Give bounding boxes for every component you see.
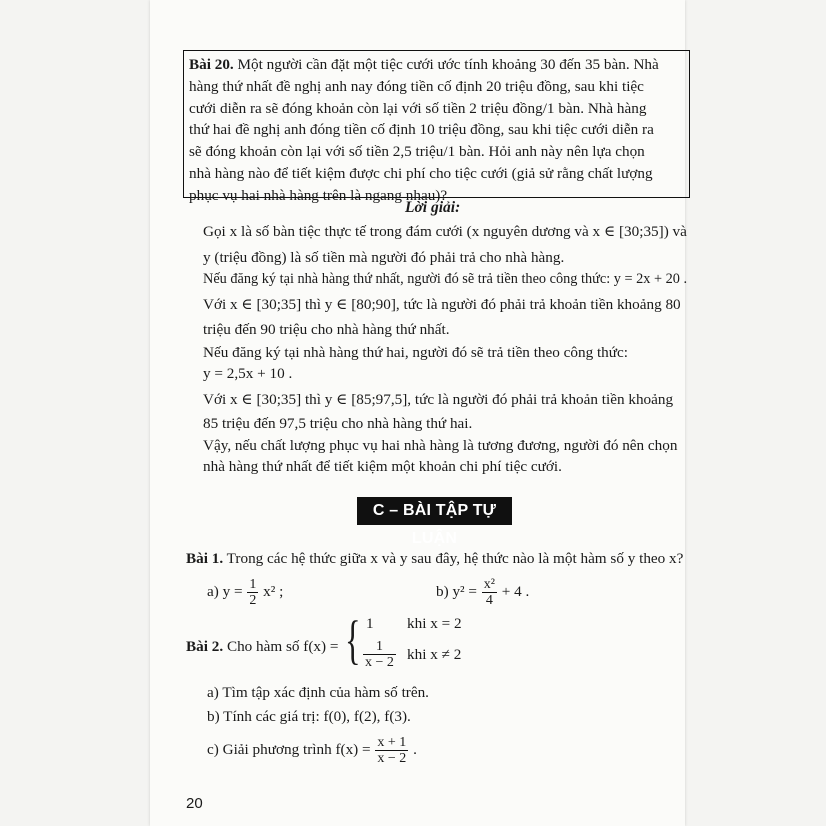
denominator: 2 xyxy=(249,593,257,609)
denominator: x − 2 xyxy=(377,751,407,767)
numerator: x² xyxy=(483,577,495,593)
exercise2-intro xyxy=(186,637,338,657)
solution-line: 85 triệu đến 97,5 triệu cho nhà hàng thứ hai. xyxy=(203,415,473,432)
solution-line: triệu đến 90 triệu cho nhà hàng thứ nhất. xyxy=(203,321,450,338)
option-b-prefix: b) y² = xyxy=(436,583,477,600)
problem-line: hàng thứ nhất đề nghị anh nay đóng tiền cố định 20 triệu đồng, sau khi tiệc xyxy=(189,77,644,95)
fraction xyxy=(482,577,497,608)
case1-value: 1 xyxy=(366,615,374,632)
fraction xyxy=(375,735,408,766)
exercise1-statement xyxy=(186,549,683,569)
exercise2-intro-text: Cho hàm số f(x) = xyxy=(226,638,339,655)
case2-condition: khi x ≠ 2 xyxy=(407,646,462,663)
numerator: x + 1 xyxy=(377,735,407,751)
problem-line: sẽ đóng khoản còn lại với số tiền 2,5 triệu/1 bàn. Hỏi anh này nên lựa chọn xyxy=(189,143,645,161)
fraction xyxy=(363,639,396,670)
problem-box xyxy=(183,50,690,204)
problem-line: nhà hàng nào để tiết kiệm được chi phí cho tiệc cưới (giả sử rằng chất lượng xyxy=(189,164,653,182)
option-a-prefix: a) y = xyxy=(207,583,243,600)
exercise1-text: Trong các hệ thức giữa x và y sau đây, hệ thức nào là một hàm số y theo x? xyxy=(226,550,684,567)
exercise1-option-b xyxy=(436,576,529,608)
case1-condition: khi x = 2 xyxy=(407,615,462,632)
exercise2-part-a: a) Tìm tập xác định của hàm số trên. xyxy=(207,684,429,701)
option-a-suffix: x² ; xyxy=(263,583,284,600)
part-c-suffix: . xyxy=(413,741,417,758)
fraction xyxy=(247,577,258,608)
solution-line: Nếu đăng ký tại nhà hàng thứ hai, người đó sẽ trả tiền theo công thức: xyxy=(203,344,628,361)
solution-line: Vậy, nếu chất lượng phục vụ hai nhà hàng là tương đương, người đó nên chọn xyxy=(203,437,678,454)
problem-line: cưới diễn ra sẽ đóng khoản còn lại với số tiền 2 triệu đồng/1 bàn. Nhà hàng xyxy=(189,99,647,117)
part-c-prefix: c) Giải phương trình f(x) = xyxy=(207,741,371,758)
page-number: 20 xyxy=(186,795,203,812)
solution-line: y = 2,5x + 10 . xyxy=(203,365,293,382)
option-b-suffix: + 4 . xyxy=(501,583,530,600)
solution-line: Nếu đăng ký tại nhà hàng thứ nhất, người đó sẽ trả tiền theo công thức: y = 2x + 20 . xyxy=(203,271,688,287)
problem-number: Bài 20. xyxy=(189,56,234,73)
solution-heading: Lời giải: xyxy=(405,199,461,216)
exercise2-part-c xyxy=(207,734,417,766)
solution-line: Gọi x là số bàn tiệc thực tế trong đám cưới (x nguyên dương và x ∈ [30;35]) và xyxy=(203,223,687,240)
solution-line: Với x ∈ [30;35] thì y ∈ [80;90], tức là người đó phải trả khoản tiền khoảng 80 xyxy=(203,296,681,313)
exercise1-option-a xyxy=(207,576,283,608)
problem-line: thứ hai đề nghị anh đóng tiền cố định 10 triệu đồng, sau khi tiệc cưới diễn ra xyxy=(189,121,654,139)
solution-line: y (triệu đồng) là số tiền mà người đó phải trả cho nhà hàng. xyxy=(203,249,565,266)
problem-line: Một người cần đặt một tiệc cưới ước tính khoảng 30 đến 35 bàn. Nhà xyxy=(237,56,659,73)
numerator: 1 xyxy=(249,577,257,593)
solution-line: nhà hàng thứ nhất để tiết kiệm một khoản chi phí tiệc cưới. xyxy=(203,458,562,475)
section-title: C – BÀI TẬP TỰ LUẬN xyxy=(357,497,512,525)
exercise1-label: Bài 1. xyxy=(186,550,224,567)
case2-value xyxy=(362,638,397,670)
denominator: x − 2 xyxy=(365,655,394,671)
exercise2-label: Bài 2. xyxy=(186,638,224,655)
solution-line: Với x ∈ [30;35] thì y ∈ [85;97,5], tức là người đó phải trả khoản tiền khoảng xyxy=(203,391,674,408)
denominator: 4 xyxy=(485,593,493,609)
piecewise-brace: { xyxy=(345,610,361,670)
exercise2-part-b: b) Tính các giá trị: f(0), f(2), f(3). xyxy=(207,708,411,725)
problem-line: phục vụ hai nhà hàng trên là ngang nhau)? xyxy=(189,186,448,204)
numerator: 1 xyxy=(363,639,396,655)
